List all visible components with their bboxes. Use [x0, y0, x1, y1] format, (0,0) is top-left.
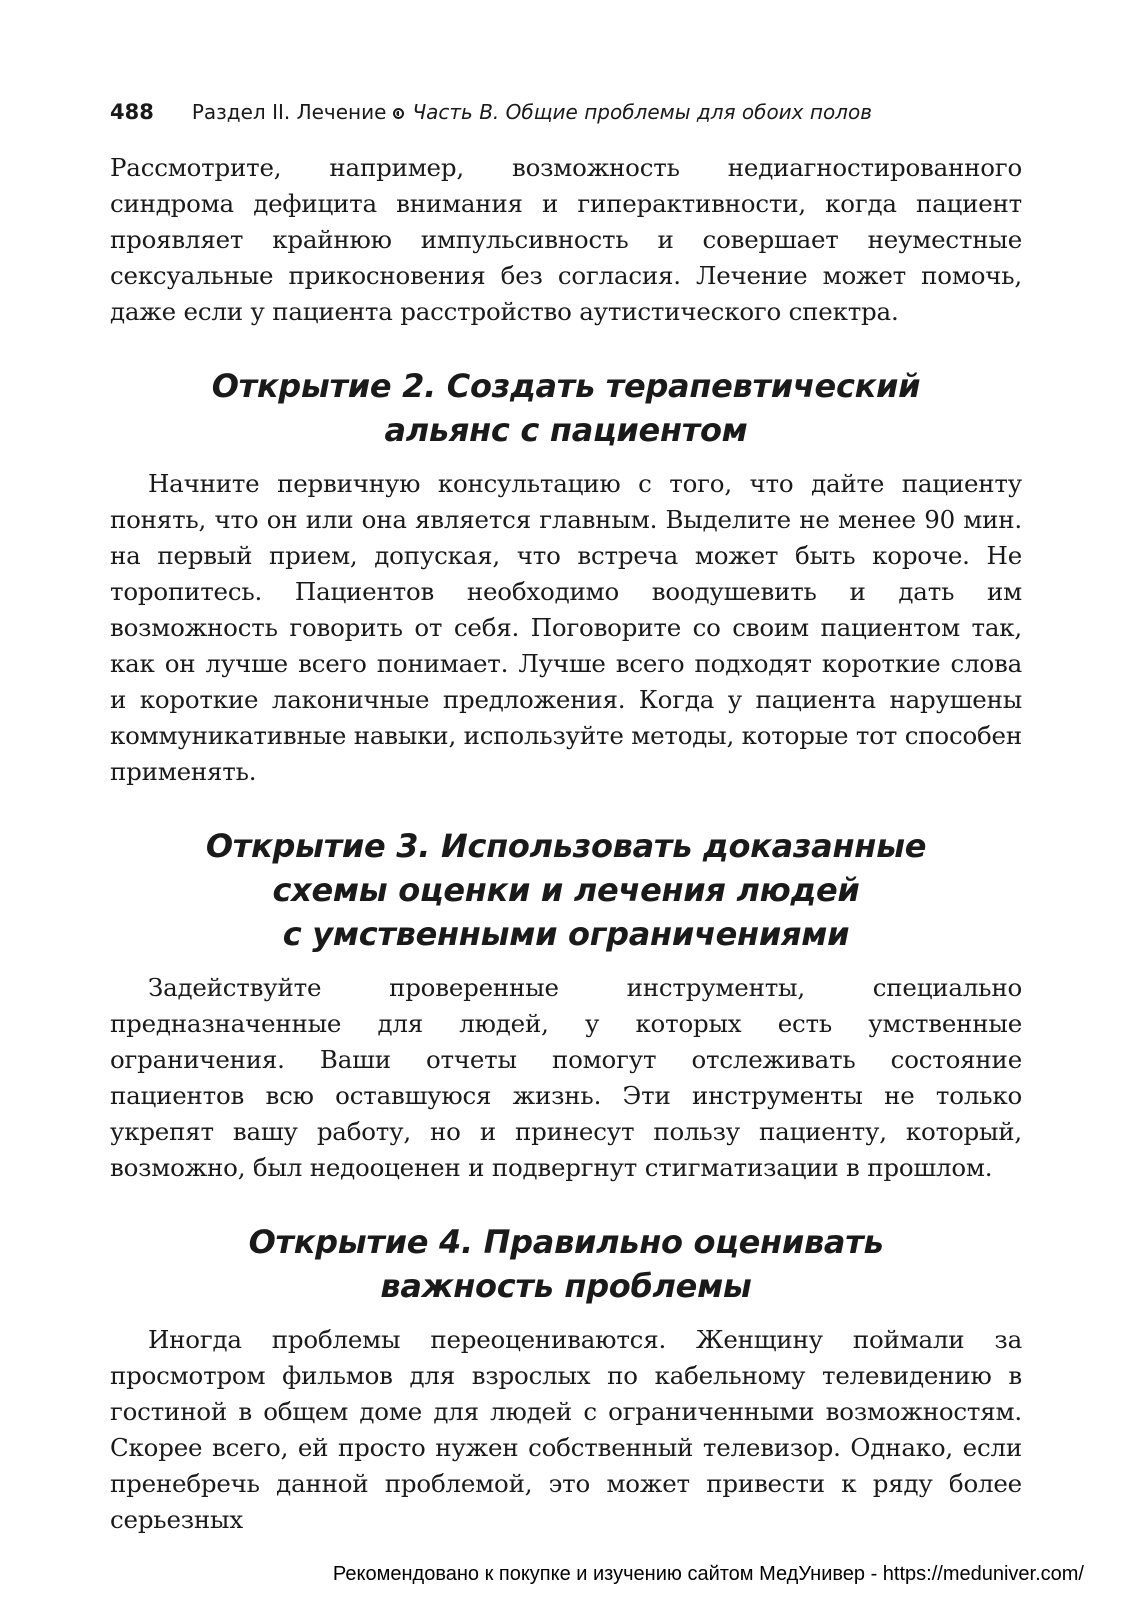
heading-opening-4: Открытие 4. Правильно оценивать важность проблемы	[248, 1223, 884, 1305]
section-title: Раздел II. Лечение	[191, 100, 387, 124]
opening-4-paragraph: Иногда проблемы переоцениваются. Женщину поймали за просмотром фильмов для взрослых по кабельному телевидению в гостиной в общем доме для людей с ограниченными возможностям. Скорее всего, ей просто нужен собственный телевизор. Однако, если пренебречь данной проблемой, это может привести к ряду более серьезных	[110, 1325, 1022, 1534]
heading-opening-3: Открытие 3. Использовать доказанные схемы оценки и лечения людей с умственными ограничениями	[205, 827, 927, 953]
separator-icon	[393, 108, 404, 119]
intro-paragraph: Рассмотрите, например, возможность недиагностированного синдрома дефицита внимания и гиперактивности, когда пациент проявляет крайнюю импульсивность и совершает неуместные сексуальные прикосновения без согласия. Лечение может помочь, даже если у пациента расстройство аутистического спектра.	[110, 153, 1022, 326]
heading-opening-2: Открытие 2. Создать терапевтический альянс с пациентом	[211, 367, 921, 449]
book-page	[110, 100, 1022, 1538]
part-title: Часть В. Общие проблемы для обоих полов	[412, 100, 872, 124]
page-number: 488	[110, 100, 154, 124]
opening-3-paragraph: Задействуйте проверенные инструменты, специально предназначенные для людей, у которых есть умственные ограничения. Ваши отчеты помогут отслеживать состояние пациентов всю оставшуюся жизнь. Эти инструменты не только укрепят вашу работу, но и принесут пользу пациенту, который, возможно, был недооценен и подвергнут стигматизации в прошлом.	[110, 973, 1022, 1182]
opening-2-paragraph: Начните первичную консультацию с того, что дайте пациенту понять, что он или она является главным. Выделите не менее 90 мин. на первый прием, допуская, что встреча может быть короче. Не торопитесь. Пациентов необходимо воодушевить и дать им возможность говорить от себя. Поговорите со своим пациентом так, как он лучше всего понимает. Лучше всего подходят короткие слова и короткие лаконичные предложения. Когда у пациента нарушены коммуникативные навыки, используйте методы, которые тот способен применять.	[110, 469, 1022, 786]
running-header	[110, 100, 1022, 124]
watermark-link[interactable]: Рекомендовано к покупке и изучению сайтом МедУнивер - https://meduniver.com/	[332, 1563, 1084, 1585]
